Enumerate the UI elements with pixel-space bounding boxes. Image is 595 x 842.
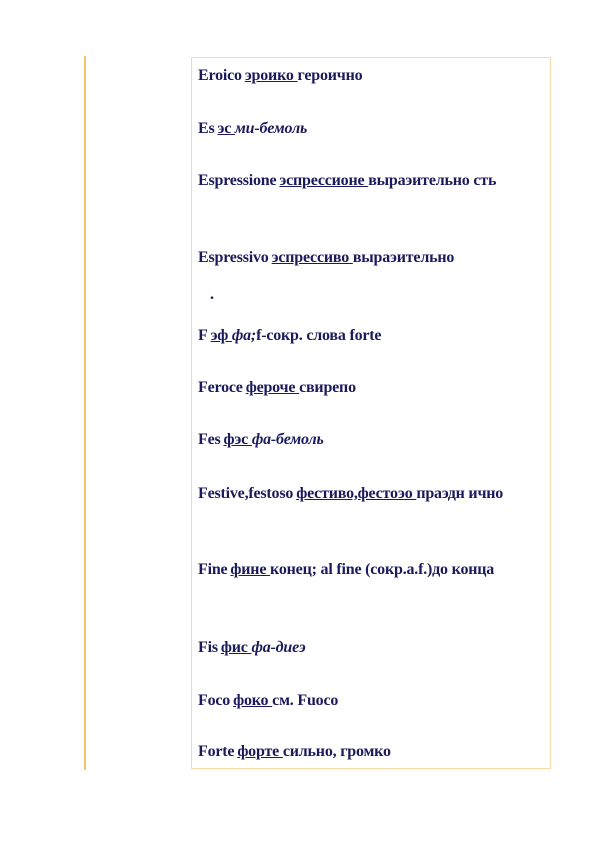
glossary-entry [198,638,548,658]
entry-meaning: f-сокр. слова forte [256,327,382,344]
glossary-entry [198,119,548,139]
entry-transliteration: эроико [244,67,298,84]
entry-term: Fes [198,431,221,448]
entry-transliteration: эф [210,327,232,344]
glossary-entry [198,560,538,580]
entry-meaning: ми-бемоль [234,120,308,137]
entry-term: Feroce [198,379,243,396]
entry-term: Eroico [198,67,242,84]
glossary-entry [198,430,548,450]
entry-meaning: праэдн ично [416,485,504,502]
entry-meaning: конец; al fine (сокр.a.f.)до конца [270,561,495,578]
entry-meaning: см. Fuoco [272,692,339,709]
glossary-entry [198,171,546,191]
entry-transliteration: фэс [223,431,252,448]
entry-transliteration: фероче [245,379,300,396]
entry-term: Foco [198,692,231,709]
entry-term: Espressione [198,172,277,189]
entry-term: Es [198,120,215,137]
glossary-entry [198,248,548,268]
entry-transliteration: фис [220,639,252,656]
entry-meaning-italic: фа; [231,327,257,344]
glossary-entry [198,691,548,711]
glossary-table-cell [191,57,551,769]
glossary-entry [198,484,548,504]
entry-transliteration: фине [230,561,271,578]
entry-meaning: фа-бемоль [251,431,324,448]
entry-term: Festive,festoso [198,485,294,502]
entry-transliteration: форте [237,743,283,760]
stray-dot: . [210,286,214,303]
entry-transliteration: эс [217,120,235,137]
entry-transliteration: эспрессионе [279,172,369,189]
entry-meaning: сильно, громко [282,743,391,760]
entry-term: Fis [198,639,218,656]
entry-term: Fine [198,561,228,578]
entry-meaning: фа-диеэ [251,639,306,656]
margin-rule [84,56,86,770]
entry-term: F [198,327,208,344]
entry-meaning: выраэительно [352,249,455,266]
glossary-entry [198,66,548,86]
entry-transliteration: эспрессиво [271,249,353,266]
entry-term: Espressivo [198,249,269,266]
entry-meaning: выраэительно сть [368,172,497,189]
entry-meaning: свирепо [299,379,356,396]
entry-meaning: героично [297,67,363,84]
glossary-entry [198,378,548,398]
entry-transliteration: фестиво,фестоэо [296,485,417,502]
entry-term: Forte [198,743,235,760]
entry-transliteration: фоко [233,692,273,709]
glossary-entry [198,742,548,762]
glossary-entry [198,326,548,346]
